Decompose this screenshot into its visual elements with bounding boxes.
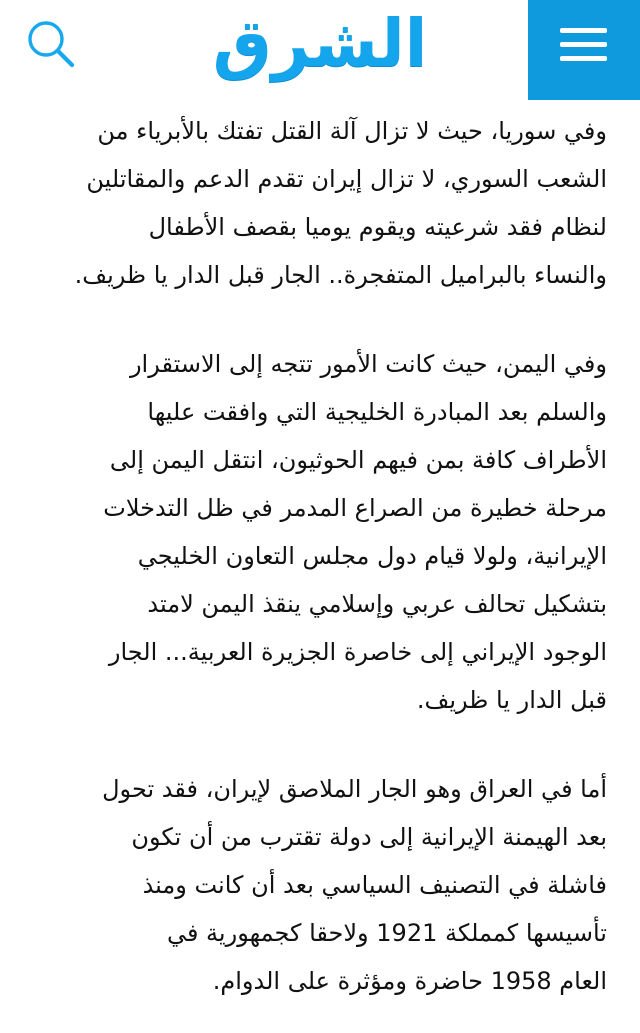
menu-line-bottom bbox=[560, 56, 607, 61]
article-line: بتشكيل تحالف عربي وإسلامي ينقذ اليمن لامتد bbox=[147, 590, 607, 618]
paragraph-spacer bbox=[36, 299, 607, 340]
article-line: قبل الدار يا ظريف. bbox=[416, 686, 607, 714]
article-line: لنظام فقد شرعيته ويقوم يوميا بقصف الأطفال bbox=[148, 213, 607, 241]
article-line: الوجود الإيراني إلى خاصرة الجزيرة العربية... الجار bbox=[108, 638, 607, 666]
article-paragraph bbox=[36, 340, 607, 724]
search-icon bbox=[22, 17, 78, 73]
search-button[interactable] bbox=[22, 17, 78, 73]
article-line: فاشلة في التصنيف السياسي بعد أن كانت ومنذ bbox=[142, 871, 607, 899]
article-line: العام 1958 حاضرة ومؤثرة على الدوام. bbox=[212, 967, 607, 995]
article-line: تأسيسها كمملكة 1921 ولاحقا كجمهورية في bbox=[166, 919, 607, 947]
article-body bbox=[36, 107, 607, 1005]
article-line: أما في العراق وهو الجار الملاصق لإيران، فقد تحول bbox=[102, 775, 607, 803]
article-line: الشعب السوري، لا تزال إيران تقدم الدعم والمقاتلين bbox=[86, 165, 607, 193]
article-line: الأطراف كافة بمن فيهم الحوثيون، انتقل اليمن إلى bbox=[109, 446, 607, 474]
article-paragraph bbox=[36, 765, 607, 1005]
article-line: والسلم بعد المبادرة الخليجية التي وافقت عليها bbox=[147, 398, 607, 426]
article-line: وفي اليمن، حيث كانت الأمور تتجه إلى الاستقرار bbox=[129, 350, 607, 378]
article-line: مرحلة خطيرة من الصراع المدمر في ظل التدخلات bbox=[103, 494, 607, 522]
site-logo[interactable]: الشرق bbox=[212, 5, 428, 82]
article-paragraph bbox=[36, 107, 607, 299]
article-line: والنساء بالبراميل المتفجرة.. الجار قبل الدار يا ظريف. bbox=[74, 261, 607, 289]
paragraph-spacer bbox=[36, 724, 607, 765]
menu-button[interactable] bbox=[528, 0, 640, 100]
article-line: وفي سوريا، حيث لا تزال آلة القتل تفتك بالأبرياء من bbox=[97, 117, 607, 145]
menu-line-middle bbox=[560, 42, 607, 47]
hamburger-menu-icon bbox=[560, 28, 607, 64]
site-header bbox=[0, 0, 640, 100]
article-line: بعد الهيمنة الإيرانية إلى دولة تقترب من أن تكون bbox=[131, 823, 607, 851]
article-line: الإيرانية، ولولا قيام دول مجلس التعاون الخليجي bbox=[137, 542, 607, 570]
menu-line-top bbox=[560, 28, 607, 33]
